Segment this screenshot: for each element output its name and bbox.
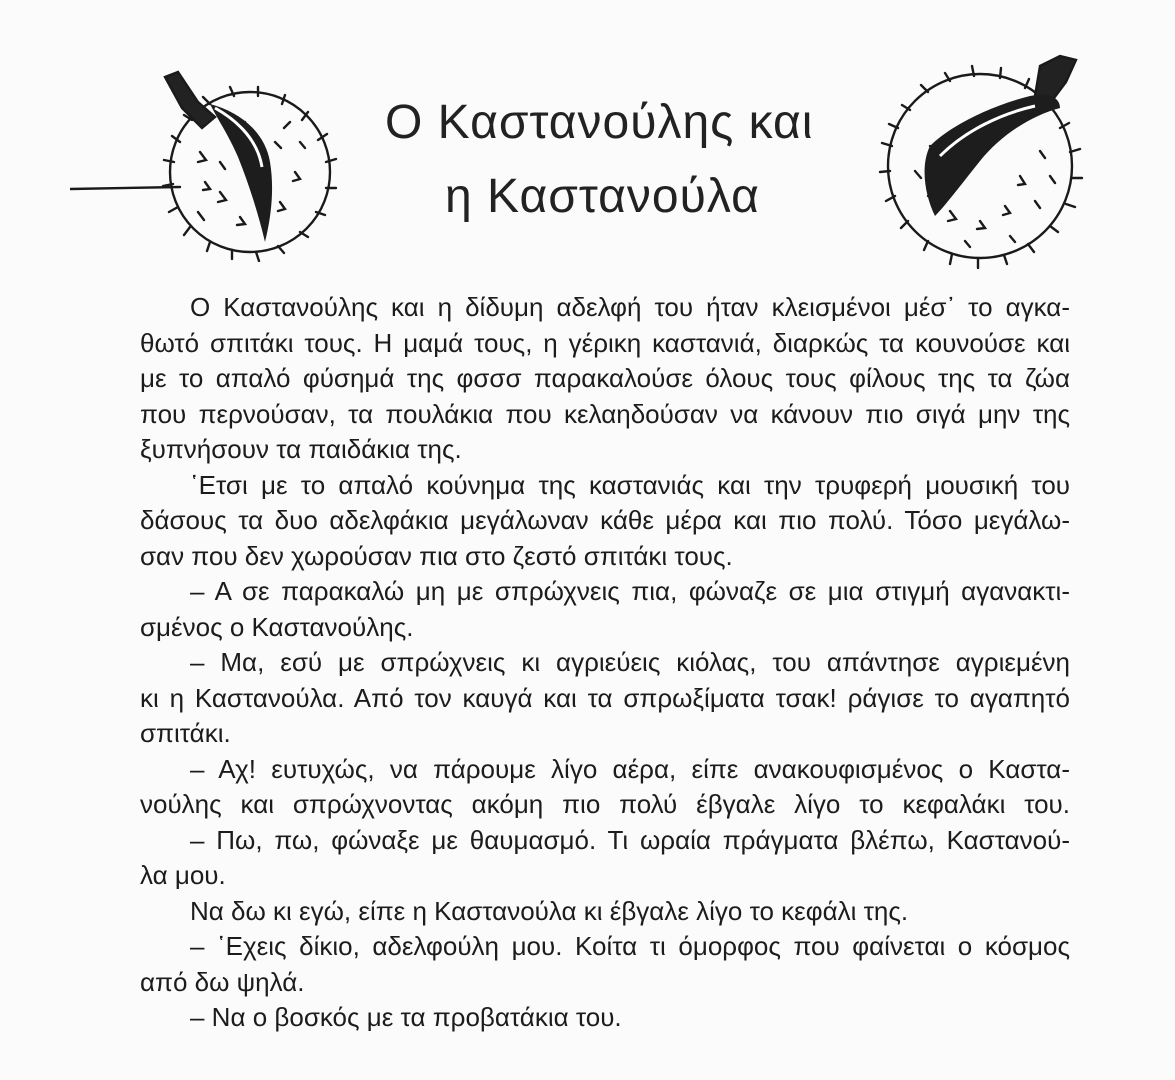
- story-line: με το απαλό φύσημά της φσσσ παρακαλούσε όλους τους φίλους της τα ζώα: [140, 363, 1070, 393]
- story-line: – Να ο βοσκός με τα προβατάκια του.: [190, 1002, 622, 1032]
- story-line: – Πω, πω, φώναξε με θαυμασμό. Τι ωραία πράγματα βλέπω, Καστανού-: [190, 824, 1070, 855]
- story-line: ῾Ετσι με το απαλό κούνημα της καστανιάς και την τρυφερή μουσική του: [190, 469, 1070, 500]
- story-line: ξυπνήσουν τα παιδάκια της.: [140, 434, 462, 464]
- story-line: θωτό σπιτάκι τους. Η μαμά τους, η γέρικη καστανιά, διαρκώς τα κουνούσε και: [140, 327, 1070, 358]
- title-line-1: Ο Καστανούλης και: [385, 96, 814, 149]
- chestnut-right-illustration: [870, 36, 1100, 276]
- story-line: σμένος ο Καστανούλης.: [140, 611, 414, 642]
- title-line-2: η Καστανούλα: [445, 170, 760, 223]
- story-line: – Α σε παρακαλώ μη με σπρώχνεις πια, φώναζε σε μια στιγμή αγανακτι-: [190, 576, 1070, 606]
- story-line: λα μου.: [140, 860, 226, 890]
- story-line: από δω ψηλά.: [140, 966, 305, 997]
- story-text: [140, 290, 1070, 1036]
- story-line: δάσους τα δυο αδελφάκια μεγάλωναν κάθε μέρα και πιο πολύ. Τόσο μεγάλω-: [140, 505, 1070, 535]
- story-line: Να δω κι εγώ, είπε η Καστανούλα κι έβγαλε λίγο το κεφάλι της.: [190, 895, 909, 926]
- story-line: κι η Καστανούλα. Από τον καυγά και τα σπρωξίματα τσακ! ράγισε το αγαπητό: [140, 682, 1070, 713]
- story-line: Ο Καστανούλης και η δίδυμη αδελφή του ήταν κλεισμένοι μέσ᾽ το αγκα-: [190, 292, 1070, 322]
- story-line: – Μα, εσύ με σπρώχνεις κι αγριεύεις κιόλας, του απάντησε αγριεμένη: [190, 647, 1070, 677]
- story-line: νούλης και σπρώχνοντας ακόμη πιο πολύ έβγαλε λίγο το κεφαλάκι του.: [140, 789, 1070, 819]
- story-line: – ῾Εχεις δίκιο, αδελφούλη μου. Κοίτα τι όμορφος που φαίνεται ο κόσμος: [190, 931, 1070, 961]
- story-line: που περνούσαν, τα πουλάκια που κελαηδούσαν να κάνουν πιο σιγά μην της: [140, 398, 1070, 429]
- page-title: [330, 86, 890, 234]
- chestnut-left-illustration: [70, 62, 360, 262]
- story-line: – Αχ! ευτυχώς, να πάρουμε λίγο αέρα, είπε ανακουφισμένος ο Καστα-: [190, 753, 1070, 784]
- story-line: σπιτάκι.: [140, 718, 231, 748]
- story-line: σαν που δεν χωρούσαν πια στο ζεστό σπιτάκι τους.: [140, 540, 733, 571]
